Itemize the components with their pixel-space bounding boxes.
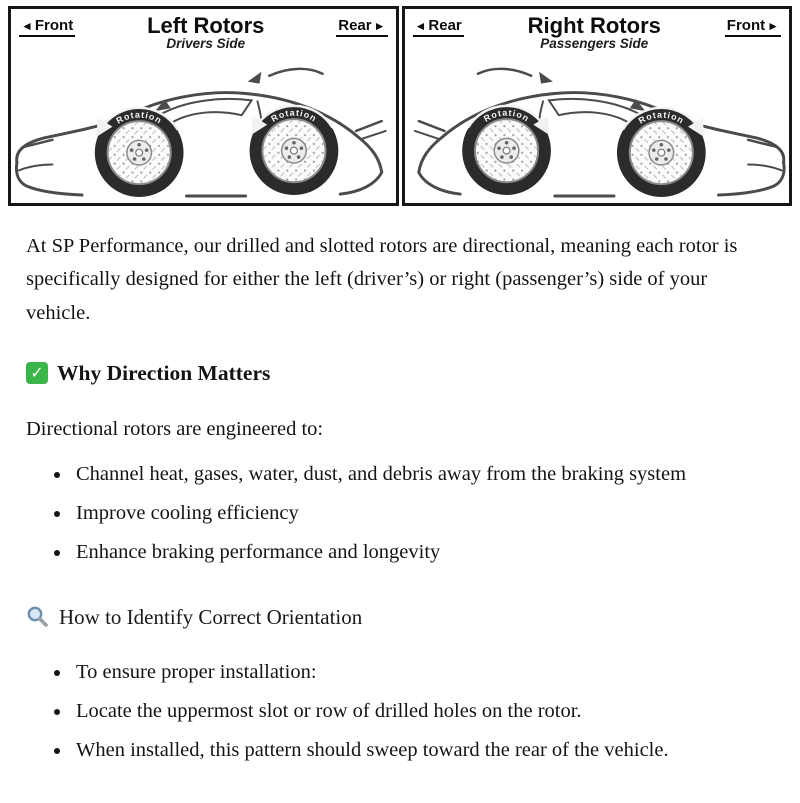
panel-title: Left Rotors: [147, 13, 265, 38]
right-arrow-icon: [374, 20, 386, 32]
car-outline: [414, 69, 783, 197]
why-direction-heading: [26, 356, 774, 391]
front-label-text: Front: [34, 17, 74, 34]
right-car-illustration: [405, 51, 790, 203]
list-item: • Locate the uppermost slot or row of drilled holes on the rotor.: [72, 695, 774, 728]
left-rotors-panel: [8, 6, 399, 206]
list-item: • Channel heat, gases, water, dust, and debris away from the braking system: [72, 458, 774, 491]
rear-rotation-label: Rotation: [269, 107, 319, 125]
rear-direction-label: [413, 17, 464, 37]
why-direction-heading-text: Why Direction Matters: [57, 360, 271, 385]
why-direction-list: [26, 458, 774, 570]
magnifier-icon: [26, 605, 49, 628]
rear-direction-label: [336, 17, 387, 37]
right-arrow-icon: [767, 20, 779, 32]
front-rotation-label: Rotation: [636, 109, 686, 127]
panel-title: Right Rotors: [527, 13, 661, 38]
why-direction-lead: Directional rotors are engineered to:: [26, 417, 324, 440]
rear-label-text: Rear: [338, 17, 372, 34]
panel-subtitle: Passengers Side: [540, 36, 649, 52]
left-panel-titles: [75, 14, 336, 51]
front-direction-label: [725, 17, 781, 37]
identify-orientation-heading: [26, 600, 774, 634]
roof-fin: [248, 72, 262, 84]
list-item: • Improve cooling efficiency: [72, 497, 774, 530]
front-direction-label: [19, 17, 75, 37]
left-car-illustration: [11, 51, 396, 203]
identify-orientation-list: [26, 656, 774, 768]
front-label-text: Front: [726, 17, 766, 34]
right-panel-titles: [464, 14, 725, 51]
left-arrow-icon: [21, 20, 33, 32]
left-panel-header: [11, 9, 396, 51]
identify-orientation-heading-text: How to Identify Correct Orientation: [59, 604, 363, 629]
intro-paragraph: At SP Performance, our drilled and slotted rotors are directional, meaning each rotor is specifically designed for either the left (driver’s) or right (passenger’s) side of your vehicle.: [26, 235, 738, 324]
list-item: • Enhance braking performance and longevity: [72, 536, 774, 569]
right-rotors-panel: [402, 6, 793, 206]
left-arrow-icon: [415, 20, 427, 32]
right-panel-header: [405, 9, 790, 51]
list-item: • To ensure proper installation:: [72, 656, 774, 689]
list-item: • When installed, this pattern should sweep toward the rear of the vehicle.: [72, 734, 774, 767]
article-body: [0, 208, 800, 803]
rear-label-text: Rear: [428, 17, 462, 34]
rear-rotation-label: Rotation: [481, 107, 531, 125]
panel-subtitle: Drivers Side: [166, 36, 246, 52]
rotor-direction-diagram: [0, 0, 800, 208]
check-icon: [26, 362, 48, 384]
front-rotation-label: Rotation: [114, 109, 164, 127]
